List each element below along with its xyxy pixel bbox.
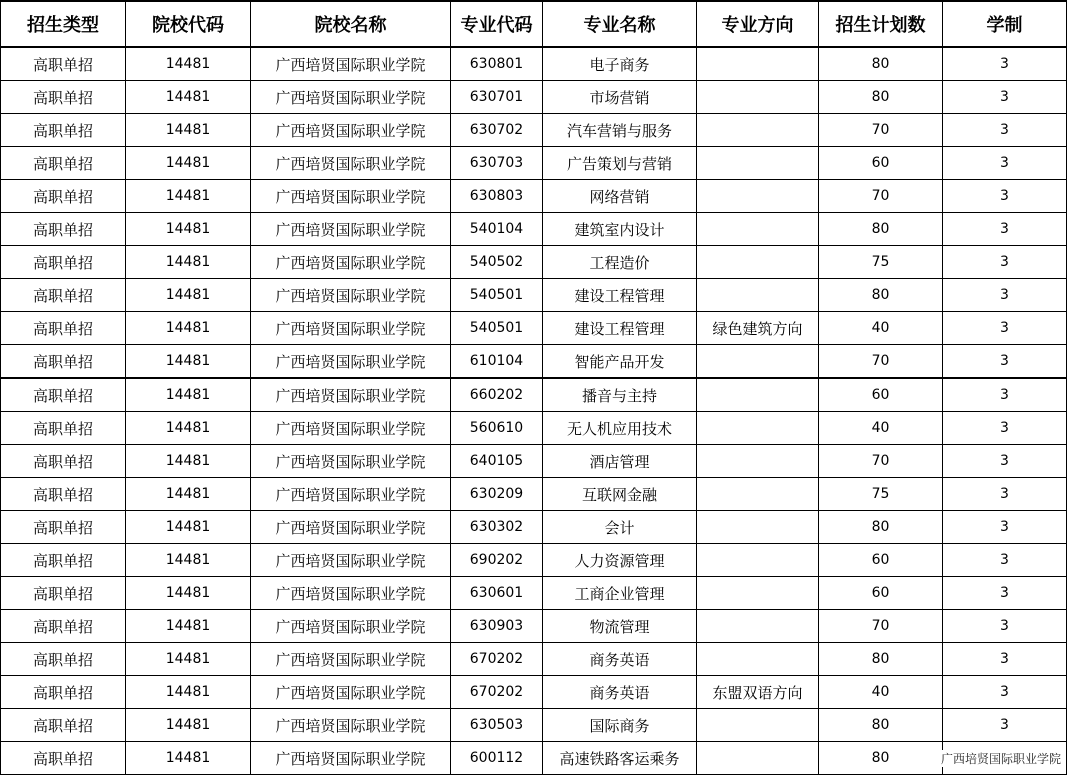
table-row [1, 676, 1067, 709]
cell-major-direction [697, 180, 819, 213]
cell-enrollment-type: 高职单招 [1, 643, 126, 676]
cell-enrollment-count: 80 [819, 81, 943, 114]
cell-major-direction [697, 412, 819, 445]
cell-enrollment-type: 高职单招 [1, 147, 126, 180]
cell-major-name: 工商企业管理 [543, 577, 697, 610]
cell-major-code: 630209 [451, 478, 543, 511]
cell-major-code: 630703 [451, 147, 543, 180]
cell-school-name: 广西培贤国际职业学院 [251, 676, 451, 709]
cell-major-direction [697, 742, 819, 775]
cell-school-code: 14481 [126, 279, 251, 312]
cell-major-name: 酒店管理 [543, 445, 697, 478]
cell-enrollment-type: 高职单招 [1, 279, 126, 312]
cell-duration: 3 [943, 279, 1067, 312]
cell-school-name: 广西培贤国际职业学院 [251, 312, 451, 345]
cell-major-name: 商务英语 [543, 643, 697, 676]
cell-major-code: 560610 [451, 412, 543, 445]
cell-enrollment-count: 70 [819, 445, 943, 478]
cell-school-code: 14481 [126, 676, 251, 709]
cell-enrollment-count: 80 [819, 213, 943, 246]
cell-duration: 3 [943, 378, 1067, 412]
cell-major-name: 播音与主持 [543, 378, 697, 412]
header-row [1, 1, 1067, 47]
cell-major-direction: 东盟双语方向 [697, 676, 819, 709]
cell-duration: 3 [943, 147, 1067, 180]
cell-major-code: 630903 [451, 610, 543, 643]
cell-major-direction [697, 147, 819, 180]
cell-school-name: 广西培贤国际职业学院 [251, 478, 451, 511]
cell-major-code: 540501 [451, 279, 543, 312]
cell-school-code: 14481 [126, 709, 251, 742]
cell-school-code: 14481 [126, 213, 251, 246]
cell-major-name: 市场营销 [543, 81, 697, 114]
cell-school-code: 14481 [126, 742, 251, 775]
cell-enrollment-count: 60 [819, 147, 943, 180]
cell-major-code: 630701 [451, 81, 543, 114]
cell-major-code: 630503 [451, 709, 543, 742]
cell-duration: 3 [943, 114, 1067, 147]
cell-school-name: 广西培贤国际职业学院 [251, 445, 451, 478]
table-body [1, 47, 1067, 775]
cell-major-code: 660202 [451, 378, 543, 412]
cell-duration: 3 [943, 180, 1067, 213]
cell-major-code: 630302 [451, 511, 543, 544]
cell-school-code: 14481 [126, 577, 251, 610]
cell-school-name: 广西培贤国际职业学院 [251, 378, 451, 412]
cell-major-name: 建设工程管理 [543, 312, 697, 345]
cell-major-code: 630803 [451, 180, 543, 213]
cell-enrollment-count: 75 [819, 246, 943, 279]
cell-major-direction [697, 246, 819, 279]
watermark-text: 广西培贤国际职业学院 [940, 752, 1061, 766]
table-row [1, 511, 1067, 544]
cell-school-code: 14481 [126, 478, 251, 511]
cell-school-name: 广西培贤国际职业学院 [251, 345, 451, 379]
cell-school-code: 14481 [126, 544, 251, 577]
table-row [1, 279, 1067, 312]
cell-school-name: 广西培贤国际职业学院 [251, 279, 451, 312]
cell-enrollment-type: 高职单招 [1, 544, 126, 577]
cell-school-name: 广西培贤国际职业学院 [251, 742, 451, 775]
cell-major-name: 广告策划与营销 [543, 147, 697, 180]
cell-major-name: 建设工程管理 [543, 279, 697, 312]
cell-major-name: 高速铁路客运乘务 [543, 742, 697, 775]
cell-major-name: 无人机应用技术 [543, 412, 697, 445]
table-row [1, 610, 1067, 643]
cell-enrollment-type: 高职单招 [1, 345, 126, 379]
cell-school-name: 广西培贤国际职业学院 [251, 114, 451, 147]
cell-enrollment-count: 80 [819, 709, 943, 742]
cell-duration: 3 [943, 643, 1067, 676]
cell-enrollment-type: 高职单招 [1, 709, 126, 742]
cell-major-direction [697, 511, 819, 544]
cell-enrollment-count: 40 [819, 312, 943, 345]
cell-enrollment-count: 70 [819, 180, 943, 213]
cell-enrollment-type: 高职单招 [1, 577, 126, 610]
cell-school-code: 14481 [126, 412, 251, 445]
cell-school-name: 广西培贤国际职业学院 [251, 147, 451, 180]
cell-school-name: 广西培贤国际职业学院 [251, 577, 451, 610]
cell-enrollment-type: 高职单招 [1, 180, 126, 213]
cell-school-name: 广西培贤国际职业学院 [251, 81, 451, 114]
column-header: 院校名称 [251, 1, 451, 47]
cell-school-name: 广西培贤国际职业学院 [251, 246, 451, 279]
cell-enrollment-count: 75 [819, 478, 943, 511]
cell-major-code: 670202 [451, 676, 543, 709]
cell-major-name: 工程造价 [543, 246, 697, 279]
table-row [1, 246, 1067, 279]
cell-duration: 3 [943, 47, 1067, 81]
cell-major-code: 540502 [451, 246, 543, 279]
cell-school-code: 14481 [126, 114, 251, 147]
cell-major-direction [697, 544, 819, 577]
cell-school-name: 广西培贤国际职业学院 [251, 544, 451, 577]
cell-school-name: 广西培贤国际职业学院 [251, 511, 451, 544]
table-row [1, 345, 1067, 379]
cell-enrollment-count: 60 [819, 544, 943, 577]
cell-enrollment-type: 高职单招 [1, 676, 126, 709]
table-row [1, 742, 1067, 775]
cell-major-code: 610104 [451, 345, 543, 379]
cell-major-code: 630601 [451, 577, 543, 610]
cell-enrollment-type: 高职单招 [1, 378, 126, 412]
table-row [1, 81, 1067, 114]
cell-duration: 3 [943, 246, 1067, 279]
table-row [1, 544, 1067, 577]
cell-enrollment-count: 70 [819, 345, 943, 379]
cell-school-code: 14481 [126, 610, 251, 643]
cell-major-direction [697, 47, 819, 81]
cell-major-code: 600112 [451, 742, 543, 775]
cell-enrollment-count: 80 [819, 511, 943, 544]
cell-school-code: 14481 [126, 147, 251, 180]
cell-major-direction [697, 81, 819, 114]
cell-enrollment-type: 高职单招 [1, 478, 126, 511]
cell-enrollment-count: 70 [819, 114, 943, 147]
column-header: 院校代码 [126, 1, 251, 47]
cell-duration: 3 [943, 676, 1067, 709]
cell-enrollment-count: 80 [819, 279, 943, 312]
cell-major-direction [697, 345, 819, 379]
cell-school-name: 广西培贤国际职业学院 [251, 180, 451, 213]
table-row [1, 213, 1067, 246]
cell-major-name: 电子商务 [543, 47, 697, 81]
cell-major-direction [697, 445, 819, 478]
table-row [1, 47, 1067, 81]
table-row [1, 312, 1067, 345]
cell-enrollment-count: 70 [819, 610, 943, 643]
cell-school-name: 广西培贤国际职业学院 [251, 709, 451, 742]
column-header: 学制 [943, 1, 1067, 47]
cell-enrollment-count: 80 [819, 643, 943, 676]
cell-major-name: 国际商务 [543, 709, 697, 742]
table-row [1, 709, 1067, 742]
cell-major-code: 670202 [451, 643, 543, 676]
cell-school-name: 广西培贤国际职业学院 [251, 213, 451, 246]
table-row [1, 114, 1067, 147]
table-row [1, 180, 1067, 213]
cell-major-code: 630801 [451, 47, 543, 81]
cell-major-code: 540501 [451, 312, 543, 345]
cell-enrollment-count: 40 [819, 412, 943, 445]
cell-major-direction [697, 577, 819, 610]
cell-enrollment-type: 高职单招 [1, 445, 126, 478]
cell-enrollment-type: 高职单招 [1, 246, 126, 279]
table-row [1, 577, 1067, 610]
cell-school-code: 14481 [126, 312, 251, 345]
column-header: 专业名称 [543, 1, 697, 47]
cell-school-code: 14481 [126, 81, 251, 114]
cell-major-name: 汽车营销与服务 [543, 114, 697, 147]
cell-enrollment-type: 高职单招 [1, 742, 126, 775]
cell-enrollment-type: 高职单招 [1, 511, 126, 544]
cell-major-code: 690202 [451, 544, 543, 577]
cell-school-code: 14481 [126, 445, 251, 478]
cell-major-name: 会计 [543, 511, 697, 544]
cell-school-code: 14481 [126, 511, 251, 544]
cell-major-name: 智能产品开发 [543, 345, 697, 379]
column-header: 招生计划数 [819, 1, 943, 47]
cell-duration: 3 [943, 610, 1067, 643]
cell-major-direction [697, 643, 819, 676]
cell-major-direction [697, 213, 819, 246]
cell-major-direction [697, 378, 819, 412]
column-header: 专业方向 [697, 1, 819, 47]
cell-major-name: 物流管理 [543, 610, 697, 643]
cell-duration: 3 [943, 312, 1067, 345]
table-row [1, 378, 1067, 412]
cell-major-name: 互联网金融 [543, 478, 697, 511]
cell-major-code: 640105 [451, 445, 543, 478]
cell-enrollment-type: 高职单招 [1, 114, 126, 147]
cell-enrollment-type: 高职单招 [1, 412, 126, 445]
cell-enrollment-type: 高职单招 [1, 213, 126, 246]
cell-duration: 3 [943, 345, 1067, 379]
cell-duration: 3 [943, 709, 1067, 742]
cell-school-code: 14481 [126, 47, 251, 81]
cell-major-direction [697, 279, 819, 312]
cell-duration: 3 [943, 511, 1067, 544]
cell-school-code: 14481 [126, 643, 251, 676]
table-row [1, 478, 1067, 511]
cell-school-name: 广西培贤国际职业学院 [251, 610, 451, 643]
table-row [1, 445, 1067, 478]
cell-enrollment-type: 高职单招 [1, 81, 126, 114]
cell-enrollment-type: 高职单招 [1, 312, 126, 345]
cell-major-code: 630702 [451, 114, 543, 147]
cell-major-direction [697, 709, 819, 742]
cell-duration: 3 [943, 81, 1067, 114]
cell-duration: 3 [943, 577, 1067, 610]
cell-enrollment-count: 60 [819, 378, 943, 412]
cell-major-code: 540104 [451, 213, 543, 246]
cell-major-direction [697, 478, 819, 511]
cell-duration: 3 [943, 412, 1067, 445]
cell-school-code: 14481 [126, 378, 251, 412]
cell-enrollment-type: 高职单招 [1, 47, 126, 81]
cell-major-direction: 绿色建筑方向 [697, 312, 819, 345]
cell-major-name: 人力资源管理 [543, 544, 697, 577]
cell-school-code: 14481 [126, 345, 251, 379]
cell-school-name: 广西培贤国际职业学院 [251, 47, 451, 81]
cell-school-name: 广西培贤国际职业学院 [251, 412, 451, 445]
cell-major-direction [697, 114, 819, 147]
cell-major-name: 商务英语 [543, 676, 697, 709]
column-header: 招生类型 [1, 1, 126, 47]
table-row [1, 412, 1067, 445]
cell-major-direction [697, 610, 819, 643]
cell-duration: 3 [943, 478, 1067, 511]
cell-school-code: 14481 [126, 180, 251, 213]
cell-enrollment-count: 40 [819, 676, 943, 709]
cell-enrollment-count: 80 [819, 47, 943, 81]
cell-major-name: 网络营销 [543, 180, 697, 213]
cell-duration: 3 [943, 213, 1067, 246]
cell-enrollment-count: 80 [819, 742, 943, 775]
cell-school-name: 广西培贤国际职业学院 [251, 643, 451, 676]
cell-enrollment-count: 60 [819, 577, 943, 610]
cell-duration: 3 [943, 445, 1067, 478]
cell-major-name: 建筑室内设计 [543, 213, 697, 246]
cell-school-code: 14481 [126, 246, 251, 279]
cell-enrollment-type: 高职单招 [1, 610, 126, 643]
table-row [1, 147, 1067, 180]
column-header: 专业代码 [451, 1, 543, 47]
table-row [1, 643, 1067, 676]
cell-duration: 3 [943, 544, 1067, 577]
